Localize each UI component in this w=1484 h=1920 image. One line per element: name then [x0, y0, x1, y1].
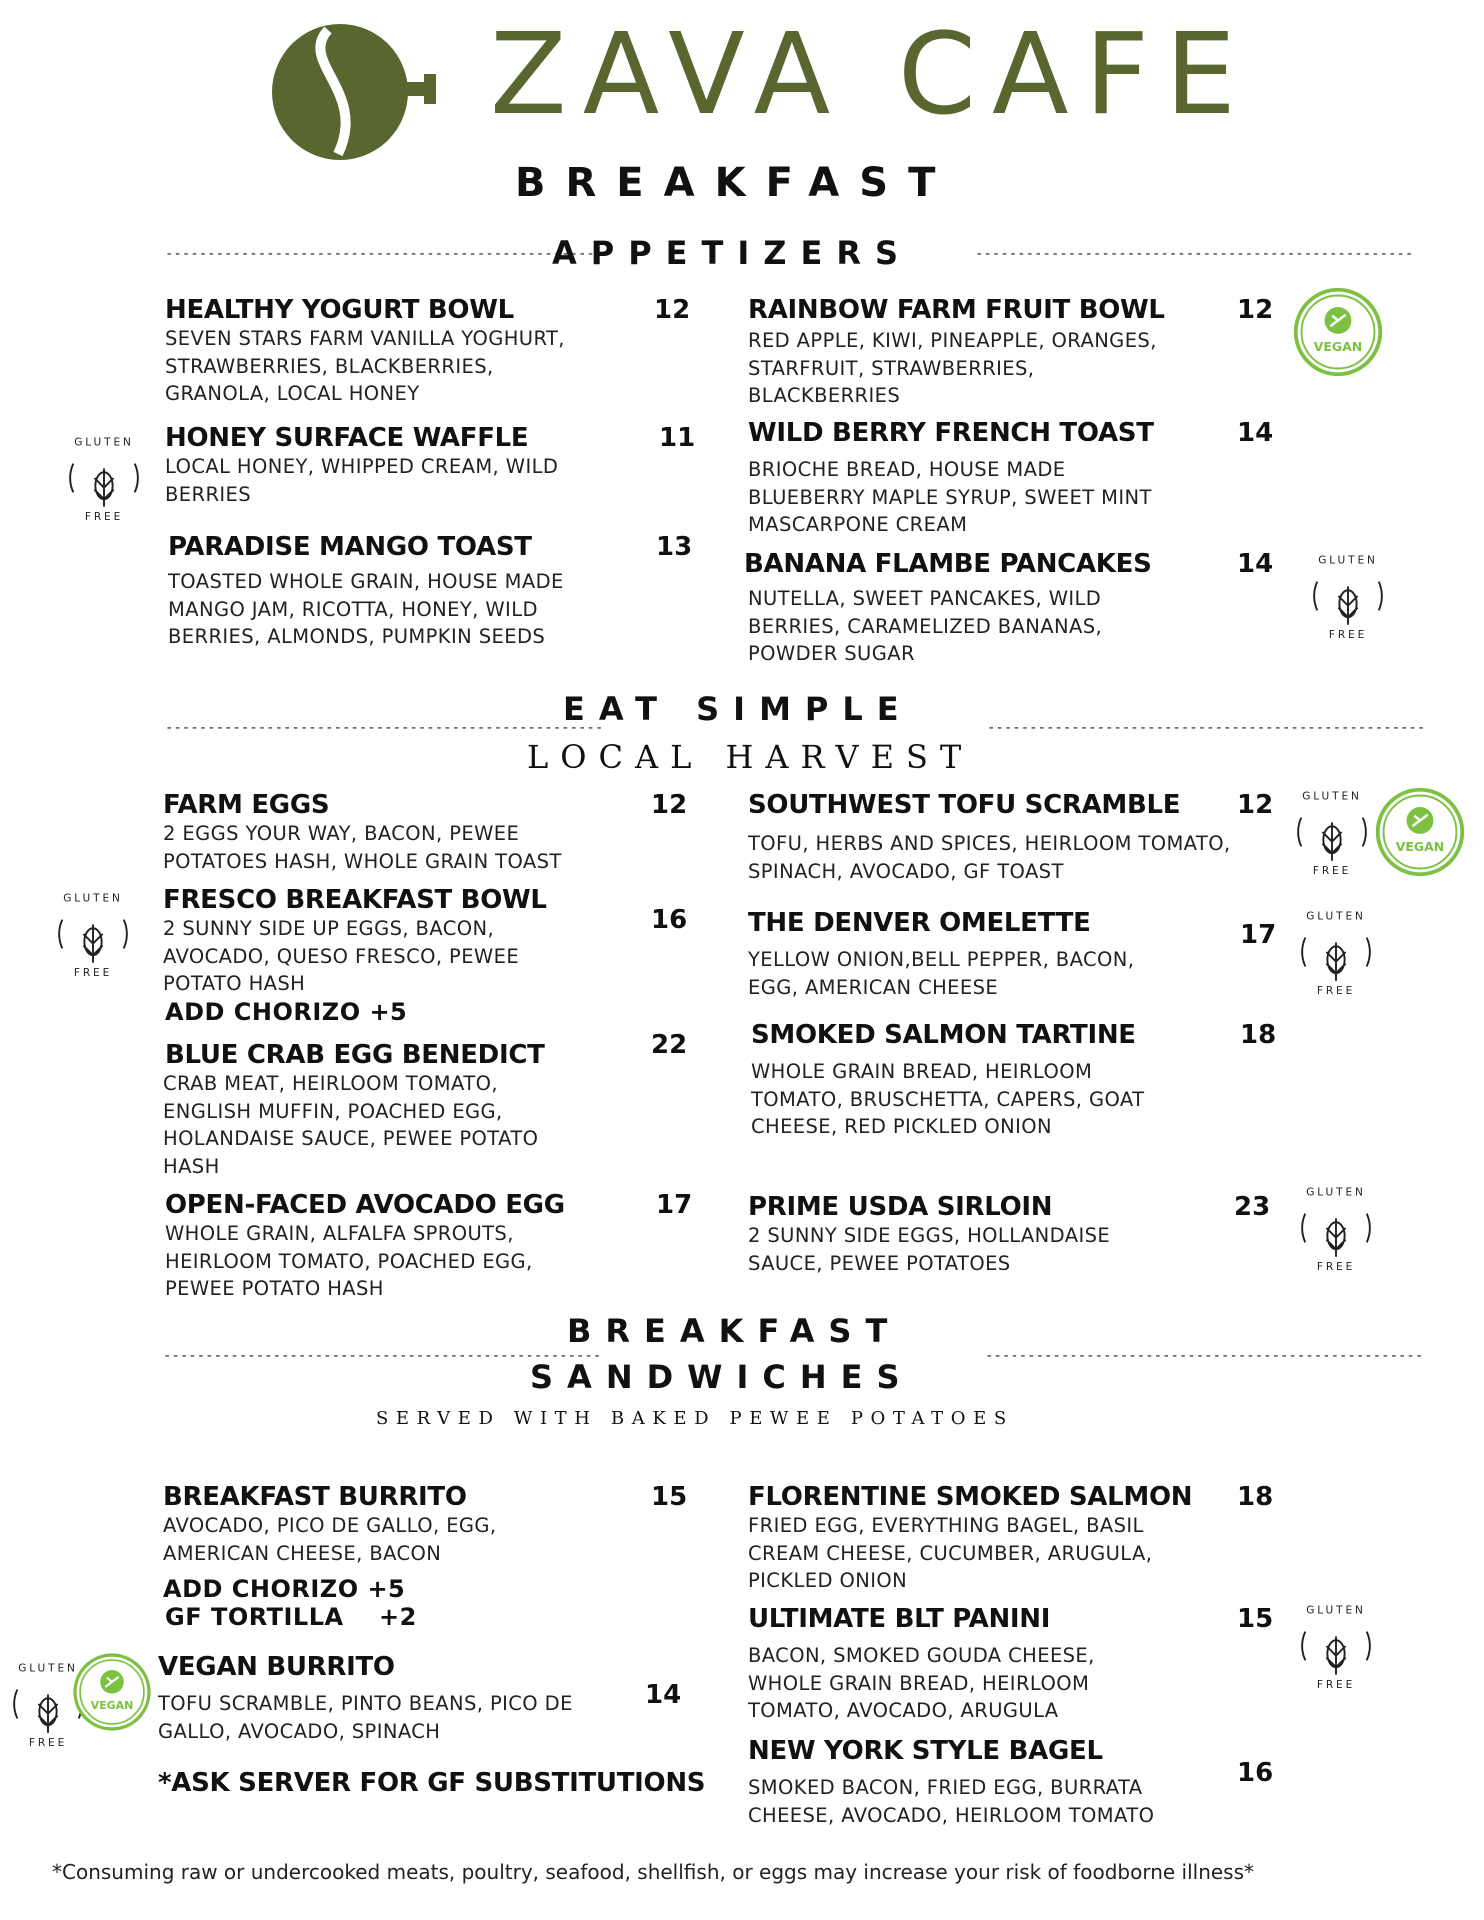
item-desc-line: BRIOCHE BREAD, HOUSE MADE [748, 458, 1066, 481]
item-desc-line: 2 SUNNY SIDE EGGS, HOLLANDAISE [748, 1224, 1111, 1247]
item-name: RAINBOW FARM FRUIT BOWL [748, 295, 1165, 325]
menu-item [165, 295, 565, 408]
item-desc-line: MANGO JAM, RICOTTA, HONEY, WILD [168, 597, 538, 621]
item-desc-line: HEIRLOOM TOMATO, POACHED EGG, [165, 1249, 533, 1273]
gluten-free-badge-icon [45, 886, 141, 982]
gf-note: *ASK SERVER FOR GF SUBSTITUTIONS [158, 1768, 706, 1798]
item-desc-line: 2 EGGS YOUR WAY, BACON, PEWEE [163, 822, 520, 845]
menu-item [163, 885, 547, 1026]
badge-text-free: FREE [1328, 629, 1368, 642]
item-desc-line: BLACKBERRIES [748, 384, 901, 407]
badge-text-gluten: GLUTEN [1306, 910, 1366, 923]
item-desc-line: STARFRUIT, STRAWBERRIES, [748, 356, 1035, 380]
item-price: 17 [656, 1190, 693, 1220]
menu-title: BREAKFAST [515, 160, 956, 206]
item-desc-line: WHOLE GRAIN BREAD, HEIRLOOM [748, 1671, 1090, 1695]
item-name: HONEY SURFACE WAFFLE [165, 423, 529, 453]
gluten-free-badge-icon [1284, 784, 1380, 880]
divider-left: ---------------------------------------------------- [165, 720, 604, 736]
addon-option: ADD CHORIZO +5 [163, 1575, 406, 1603]
item-desc-line: HOLANDAISE SAUCE, PEWEE POTATO [163, 1127, 539, 1150]
section-title-appetizers: APPETIZERS [552, 234, 913, 272]
menu-item [165, 1040, 545, 1180]
badge-text-gluten: GLUTEN [18, 1662, 78, 1675]
item-desc-line: SEVEN STARS FARM VANILLA YOGHURT, [165, 327, 565, 350]
badge-text-gluten: GLUTEN [74, 436, 134, 449]
menu-item [748, 1736, 1154, 1829]
addon-option: GF TORTILLA +2 [165, 1603, 417, 1631]
section-title-sandwiches-line2: SANDWICHES [530, 1358, 914, 1396]
item-desc-line: EGG, AMERICAN CHEESE [748, 975, 999, 999]
item-desc-line: AVOCADO, QUESO FRESCO, PEWEE [163, 944, 520, 968]
divider-right: ---------------------------------------------------- [985, 1348, 1424, 1364]
badge-text-free: FREE [1312, 865, 1352, 878]
item-name: ULTIMATE BLT PANINI [748, 1604, 1051, 1634]
menu-item [165, 1190, 565, 1303]
item-desc-line: GRANOLA, LOCAL HONEY [165, 382, 420, 405]
menu-item [748, 1604, 1095, 1725]
item-desc-line: BLUEBERRY MAPLE SYRUP, SWEET MINT [748, 485, 1152, 509]
badge-text-free: FREE [1316, 1679, 1356, 1692]
item-price: 14 [1237, 549, 1274, 579]
item-price: 12 [651, 790, 688, 820]
item-desc-line: WHOLE GRAIN, ALFALFA SPROUTS, [165, 1222, 514, 1245]
divider-right: ---------------------------------------------------- [975, 246, 1414, 262]
item-name: THE DENVER OMELETTE [748, 908, 1091, 938]
menu-item [158, 1652, 573, 1745]
menu-item [165, 423, 558, 508]
badge-text-free: FREE [1316, 1261, 1356, 1274]
badge-text-gluten: GLUTEN [1302, 790, 1362, 803]
item-price: 17 [1240, 920, 1277, 950]
vegan-badge-icon [1372, 784, 1468, 880]
badge-text-gluten: GLUTEN [1318, 554, 1378, 567]
item-desc-line: POWDER SUGAR [748, 642, 915, 665]
item-desc-line: SPINACH, AVOCADO, GF TOAST [748, 859, 1064, 883]
item-name: OPEN-FACED AVOCADO EGG [165, 1190, 565, 1220]
badge-text-gluten: GLUTEN [63, 892, 123, 905]
item-name: HEALTHY YOGURT BOWL [165, 295, 514, 325]
menu-item [748, 295, 1165, 410]
item-name: FLORENTINE SMOKED SALMON [748, 1482, 1193, 1512]
coffee-bean-logo-icon [258, 12, 438, 172]
item-desc-line: PICKLED ONION [748, 1569, 908, 1592]
addon-option: ADD CHORIZO +5 [165, 997, 408, 1026]
section-title-sandwiches-line1: BREAKFAST [567, 1312, 902, 1350]
divider-right: ---------------------------------------------------- [987, 720, 1426, 736]
item-price: 12 [1237, 295, 1274, 325]
item-name: BANANA FLAMBE PANCAKES [744, 549, 1152, 579]
item-desc-line: POTATOES HASH, WHOLE GRAIN TOAST [163, 849, 562, 873]
vegan-badge-icon [70, 1650, 154, 1734]
section-subtitle-local-harvest: LOCAL HARVEST [527, 738, 974, 776]
item-price: 16 [651, 905, 688, 935]
item-desc-line: TOFU SCRAMBLE, PINTO BEANS, PICO DE [158, 1692, 573, 1715]
item-desc-line: CREAM CHEESE, CUCUMBER, ARUGULA, [748, 1541, 1153, 1565]
menu-item [744, 549, 1152, 668]
item-price: 15 [1237, 1604, 1274, 1634]
item-name: WILD BERRY FRENCH TOAST [748, 418, 1154, 448]
badge-text-free: FREE [73, 967, 113, 980]
item-desc-line: YELLOW ONION,BELL PEPPER, BACON, [748, 948, 1135, 971]
footer-disclaimer: *Consuming raw or undercooked meats, poultry, seafood, shellfish, or eggs may increase your risk of foodborne illness* [52, 1860, 1255, 1884]
item-price: 14 [1237, 418, 1274, 448]
gluten-free-badge-icon [1288, 904, 1384, 1000]
item-desc-line: POTATO HASH [163, 972, 306, 995]
item-name: PRIME USDA SIRLOIN [748, 1192, 1053, 1222]
item-price: 15 [651, 1482, 688, 1512]
item-desc-line: SAUCE, PEWEE POTATOES [748, 1251, 1011, 1275]
item-desc-line: FRIED EGG, EVERYTHING BAGEL, BASIL [748, 1514, 1144, 1537]
item-desc-line: 2 SUNNY SIDE UP EGGS, BACON, [163, 917, 495, 940]
item-desc-line: TOASTED WHOLE GRAIN, HOUSE MADE [168, 570, 564, 593]
badge-text-free: FREE [28, 1737, 68, 1750]
item-desc-line: CHEESE, AVOCADO, HEIRLOOM TOMATO [748, 1803, 1155, 1827]
item-desc-line: ENGLISH MUFFIN, POACHED EGG, [163, 1099, 503, 1123]
item-price: 12 [654, 295, 691, 325]
menu-item [748, 790, 1231, 885]
item-name: BREAKFAST BURRITO [163, 1482, 467, 1512]
section-title-eat-simple: EAT SIMPLE [563, 690, 913, 728]
menu-item [748, 908, 1134, 1001]
item-desc-line: TOMATO, AVOCADO, ARUGULA [748, 1699, 1059, 1722]
menu-item [163, 790, 562, 875]
badge-text-free: FREE [84, 511, 124, 524]
item-desc-line: PEWEE POTATO HASH [165, 1277, 384, 1300]
divider-left: ---------------------------------------------------- [163, 1348, 602, 1364]
badge-text-vegan: VEGAN [1313, 339, 1363, 355]
menu-item [751, 1020, 1144, 1141]
brand-name: ZAVA CAFE [490, 10, 1252, 140]
item-price: 18 [1237, 1482, 1274, 1512]
gluten-free-badge-icon [1288, 1180, 1384, 1276]
item-desc-line: BACON, SMOKED GOUDA CHEESE, [748, 1644, 1095, 1667]
menu-item [168, 532, 564, 651]
item-desc-line: HASH [163, 1154, 220, 1178]
item-price: 22 [651, 1030, 688, 1060]
item-desc-line: BERRIES [165, 482, 252, 506]
item-name: FARM EGGS [163, 790, 330, 820]
item-price: 14 [645, 1680, 682, 1710]
item-desc-line: LOCAL HONEY, WHIPPED CREAM, WILD [165, 455, 559, 478]
item-name: VEGAN BURRITO [158, 1652, 395, 1682]
gluten-free-badge-icon [56, 430, 152, 526]
gluten-free-badge-icon [1300, 548, 1396, 644]
item-desc-line: GALLO, AVOCADO, SPINACH [158, 1719, 441, 1743]
item-name: NEW YORK STYLE BAGEL [748, 1736, 1103, 1766]
item-desc-line: SMOKED BACON, FRIED EGG, BURRATA [748, 1776, 1143, 1799]
item-name: SOUTHWEST TOFU SCRAMBLE [748, 790, 1181, 820]
section-subtitle-sandwiches: SERVED WITH BAKED PEWEE POTATOES [376, 1408, 1014, 1429]
badge-text-vegan: VEGAN [90, 1698, 134, 1712]
badge-text-gluten: GLUTEN [1306, 1186, 1366, 1199]
item-price: 18 [1240, 1020, 1277, 1050]
item-name: PARADISE MANGO TOAST [168, 532, 532, 562]
menu-item [748, 1192, 1110, 1277]
item-name: BLUE CRAB EGG BENEDICT [165, 1040, 545, 1070]
gluten-free-badge-icon [1288, 1598, 1384, 1694]
item-price: 23 [1234, 1192, 1271, 1222]
item-desc-line: CHEESE, RED PICKLED ONION [751, 1115, 1053, 1138]
badge-text-vegan: VEGAN [1395, 839, 1445, 855]
item-desc-line: NUTELLA, SWEET PANCAKES, WILD [748, 587, 1102, 610]
item-desc-line: RED APPLE, KIWI, PINEAPPLE, ORANGES, [748, 329, 1157, 352]
item-price: 16 [1237, 1758, 1274, 1788]
item-desc-line: CRAB MEAT, HEIRLOOM TOMATO, [163, 1072, 498, 1095]
vegan-badge-icon [1290, 284, 1386, 380]
item-name: SMOKED SALMON TARTINE [751, 1020, 1136, 1050]
item-price: 12 [1237, 790, 1274, 820]
item-desc-line: AVOCADO, PICO DE GALLO, EGG, [163, 1514, 497, 1537]
menu-item [748, 1482, 1192, 1595]
item-desc-line: STRAWBERRIES, BLACKBERRIES, [165, 354, 494, 378]
badge-text-gluten: GLUTEN [1306, 1604, 1366, 1617]
menu-item [748, 418, 1154, 539]
item-price: 13 [656, 532, 693, 562]
item-desc-line: TOFU, HERBS AND SPICES, HEIRLOOM TOMATO, [748, 832, 1231, 855]
item-desc-line: AMERICAN CHEESE, BACON [163, 1541, 442, 1565]
item-desc-line: MASCARPONE CREAM [748, 513, 968, 536]
item-name: FRESCO BREAKFAST BOWL [163, 885, 547, 915]
item-desc-line: BERRIES, ALMONDS, PUMPKIN SEEDS [168, 625, 546, 648]
badge-text-free: FREE [1316, 985, 1356, 998]
divider-left: ---------------------------------------------------- [165, 246, 604, 262]
item-desc-line: WHOLE GRAIN BREAD, HEIRLOOM [751, 1060, 1093, 1083]
item-price: 11 [659, 423, 696, 453]
menu-item [163, 1482, 497, 1631]
item-desc-line: TOMATO, BRUSCHETTA, CAPERS, GOAT [751, 1087, 1145, 1111]
item-desc-line: BERRIES, CARAMELIZED BANANAS, [748, 614, 1103, 638]
